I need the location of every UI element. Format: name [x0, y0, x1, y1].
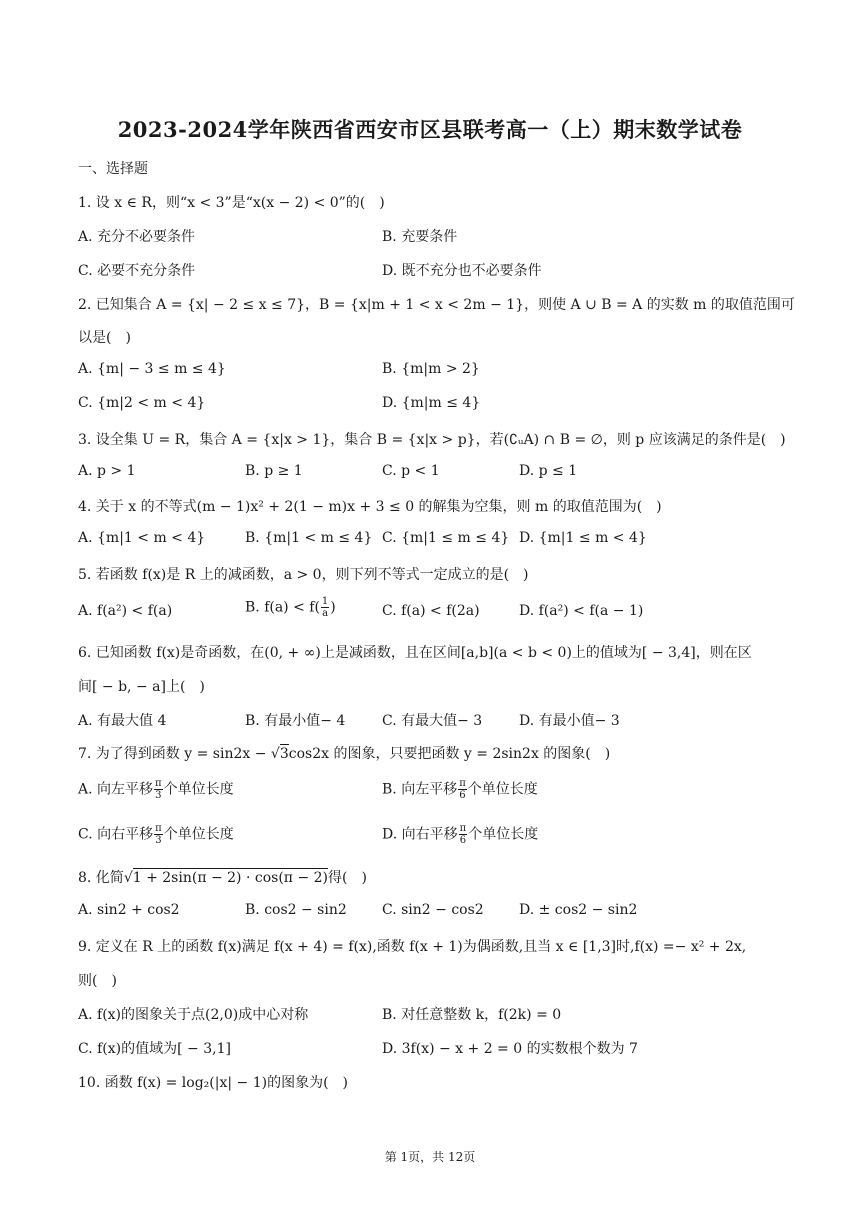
q6-option-c: C. 有最大值− 3 — [382, 713, 483, 729]
q5-option-c: C. f(a) < f(2a) — [382, 603, 480, 619]
q7-option-d-prefix: D. 向右平移 — [382, 826, 458, 843]
section-heading: 一、选择题 — [78, 161, 148, 177]
q8-stem-prefix: 8. 化简 — [78, 870, 124, 886]
q7-option-c-prefix: C. 向右平移 — [78, 826, 154, 843]
q9-option-b: B. 对任意整数 k，f(2k) = 0 — [382, 1007, 562, 1023]
q8-option-c: C. sin2 − cos2 — [382, 902, 484, 918]
fraction-denominator: 6 — [459, 835, 467, 846]
q2-option-a: A. {m| − 3 ≤ m ≤ 4} — [78, 361, 226, 377]
q7-option-d-unit: 个单位长度 — [468, 826, 539, 843]
q3-option-c: C. p < 1 — [382, 463, 440, 479]
q7-sqrt-radicand: 3 — [279, 746, 289, 762]
q7-option-c-unit: 个单位长度 — [163, 826, 234, 843]
q7-option-b-unit: 个单位长度 — [467, 781, 538, 798]
q3-option-b: B. p ≥ 1 — [245, 463, 303, 479]
fraction-numerator: π — [459, 778, 466, 789]
fraction-denominator: 3 — [155, 835, 162, 846]
q8-option-d: D. ± cos2 − sin2 — [519, 902, 638, 918]
question-8-stem: 8. 化简√1 + 2sin(π − 2) · cos(π − 2)得( ) — [78, 870, 367, 886]
q5-option-b — [245, 596, 336, 619]
q6-option-a: A. 有最大值 4 — [78, 713, 167, 729]
question-2-stem-line2: 以是( ) — [78, 330, 131, 346]
question-4-stem: 4. 关于 x 的不等式(m − 1)x² + 2(1 − m)x + 3 ≤ 0 的解集为空集，则 m 的取值范围为( ) — [78, 499, 662, 515]
q4-option-d: D. {m|1 ≤ m < 4} — [519, 530, 647, 546]
question-6-stem-line1: 6. 已知函数 f(x)是奇函数，在(0, + ∞)上是减函数，且在区间[a,b](a < b < 0)上的值域为[ − 3,4]，则在区 — [78, 645, 752, 661]
q6-option-d: D. 有最小值− 3 — [519, 713, 620, 729]
fraction-numerator: π — [155, 823, 162, 834]
q7-option-b-fraction — [458, 778, 467, 801]
q7-option-a — [78, 778, 234, 801]
q7-stem-prefix: 7. 为了得到函数 y = sin2x − — [78, 746, 271, 762]
q7-option-d-fraction — [459, 823, 468, 846]
question-9-stem-line2: 则( ) — [78, 973, 117, 989]
q3-option-a: A. p > 1 — [78, 463, 136, 479]
fraction-numerator: π — [155, 778, 162, 789]
q5-option-b-suffix: ) — [330, 599, 336, 616]
q7-option-b — [382, 778, 538, 801]
q7-option-d — [382, 823, 538, 846]
q8-option-a: A. sin2 + cos2 — [78, 902, 180, 918]
page-footer: 第 1页，共 12页 — [384, 1150, 476, 1164]
question-3-stem: 3. 设全集 U = R，集合 A = {x|x > 1}，集合 B = {x|x > p}，若(∁ᵤA) ∩ B = ∅，则 p 应该满足的条件是( ) — [78, 432, 786, 448]
fraction-numerator: 1 — [321, 596, 329, 607]
q7-option-b-prefix: B. 向左平移 — [382, 781, 458, 798]
q1-option-c: C. 必要不充分条件 — [78, 263, 196, 279]
exam-title: 2023-2024学年陕西省西安市区县联考高一（上）期末数学试卷 — [117, 117, 743, 142]
q5-option-b-prefix: B. f(a) < f( — [245, 599, 320, 616]
q2-option-d: D. {m|m ≤ 4} — [382, 395, 481, 411]
q8-stem-suffix: 得( ) — [328, 870, 367, 886]
q2-option-c: C. {m|2 < m < 4} — [78, 395, 206, 411]
q1-option-b: B. 充要条件 — [382, 229, 458, 245]
question-7-stem: 7. 为了得到函数 y = sin2x − √3cos2x 的图象，只要把函数 y = 2sin2x 的图象( ) — [78, 746, 611, 762]
question-6-stem-line2: 间[ − b, − a]上( ) — [78, 679, 205, 695]
fraction-denominator: a — [322, 608, 329, 619]
q7-option-a-fraction — [154, 778, 163, 801]
q4-option-b: B. {m|1 < m ≤ 4} — [245, 530, 373, 546]
q9-option-c: C. f(x)的值域为[ − 3,1] — [78, 1041, 231, 1057]
q5-option-a: A. f(a²) < f(a) — [78, 603, 173, 619]
q4-option-c: C. {m|1 ≤ m ≤ 4} — [382, 530, 510, 546]
fraction-numerator: π — [459, 823, 467, 834]
q4-option-a: A. {m|1 < m < 4} — [78, 530, 206, 546]
q8-option-b: B. cos2 − sin2 — [245, 902, 347, 918]
q6-option-b: B. 有最小值− 4 — [245, 713, 346, 729]
question-10-stem: 10. 函数 f(x) = log₂(|x| − 1)的图象为( ) — [78, 1075, 348, 1091]
fraction-denominator: 3 — [155, 790, 162, 801]
q9-option-d: D. 3f(x) − x + 2 = 0 的实数根个数为 7 — [382, 1041, 638, 1057]
q7-stem-suffix: cos2x 的图象，只要把函数 y = 2sin2x 的图象( ) — [288, 746, 611, 762]
question-2-stem-line1: 2. 已知集合 A = {x| − 2 ≤ x ≤ 7}，B = {x|m + 1 < x < 2m − 1}，则使 A ∪ B = A 的实数 m 的取值范围可 — [78, 297, 795, 313]
q5-option-d: D. f(a²) < f(a − 1) — [519, 603, 644, 619]
q7-option-a-prefix: A. 向左平移 — [78, 781, 154, 798]
q9-option-a: A. f(x)的图象关于点(2,0)成中心对称 — [78, 1007, 309, 1023]
q5-option-b-fraction — [321, 596, 329, 619]
q8-sqrt-radicand: 1 + 2sin(π − 2) · cos(π − 2) — [132, 870, 328, 886]
question-5-stem: 5. 若函数 f(x)是 R 上的减函数，a > 0，则下列不等式一定成立的是( ) — [78, 567, 529, 583]
q7-option-a-unit: 个单位长度 — [163, 781, 234, 798]
question-1-stem: 1. 设 x ∈ R，则“x < 3”是“x(x − 2) < 0”的( ) — [78, 195, 385, 211]
q3-option-d: D. p ≤ 1 — [519, 463, 578, 479]
q1-option-d: D. 既不充分也不必要条件 — [382, 263, 542, 279]
q2-option-b: B. {m|m > 2} — [382, 361, 480, 377]
q7-option-c — [78, 823, 234, 846]
q7-option-c-fraction — [154, 823, 163, 846]
q1-option-a: A. 充分不必要条件 — [78, 229, 196, 245]
fraction-denominator: 6 — [459, 790, 466, 801]
question-9-stem-line1: 9. 定义在 R 上的函数 f(x)满足 f(x + 4) = f(x),函数 f(x + 1)为偶函数,且当 x ∈ [1,3]时,f(x) =− x² + 2x, — [78, 939, 747, 955]
